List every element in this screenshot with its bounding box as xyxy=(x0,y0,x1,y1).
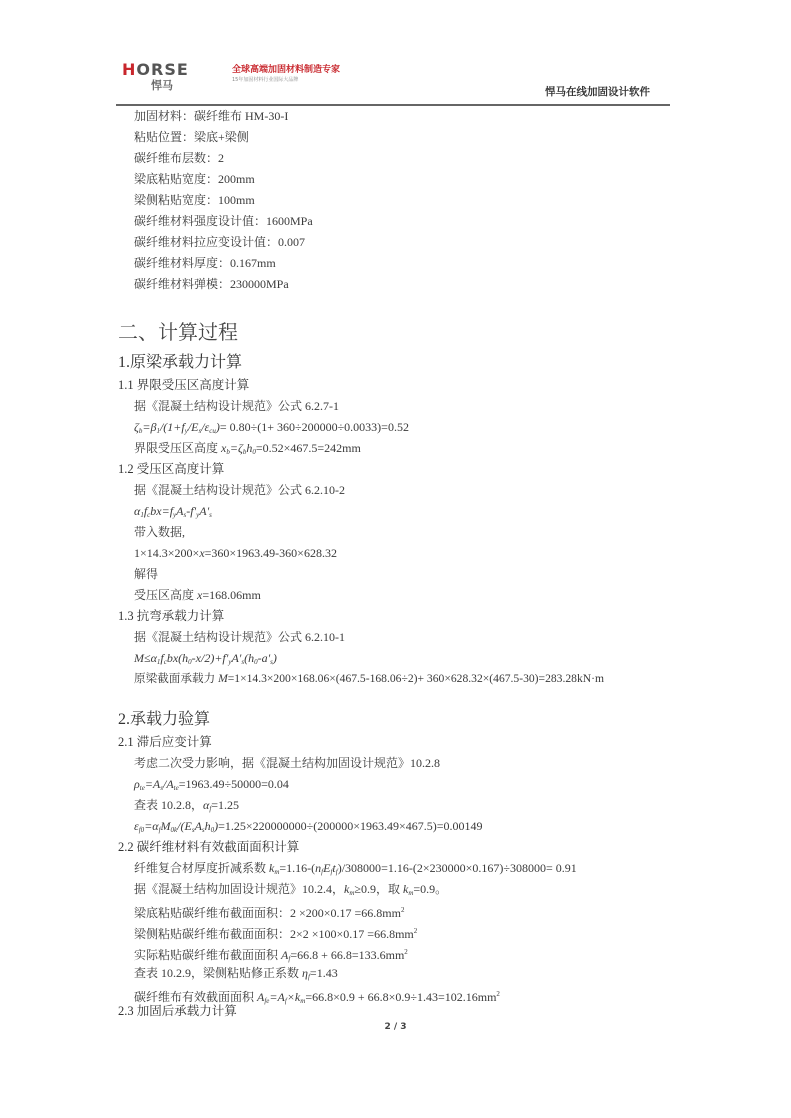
logo-wordmark: HORSE xyxy=(122,60,189,79)
material-item: 粘贴位置：梁底+梁侧 xyxy=(134,130,249,144)
result-line: 实际粘贴碳纤维布截面面积 $A_f=66.8 + 66.8=133.6mm^2$ xyxy=(134,948,408,963)
formula: $M\le\alpha_1f_cbx(h_0-x/2)+f'_yA'_s(h_0-a'_s)$ xyxy=(134,651,277,666)
brand-logo xyxy=(122,62,222,93)
code-reference: 据《混凝土结构设计规范》公式 6.2.10-1 xyxy=(134,630,345,644)
slogan-main: 全球高端加固材料制造专家 xyxy=(232,65,341,75)
text-line: 查表 10.2.9，梁侧粘贴修正系数 $\eta_f=1.43$ xyxy=(134,966,338,981)
result-line: 梁底粘贴碳纤维布截面面积：$2 \times 200\times 0.17 =66.8mm^2$ xyxy=(134,906,405,920)
text-line: 据《混凝土结构加固设计规范》10.2.4，$k_m\ge 0.9$，取 $k_m=0.9$。 xyxy=(134,882,448,897)
subsection-heading: 1.3 抗弯承载力计算 xyxy=(118,609,225,623)
material-item: 碳纤维布层数：2 xyxy=(134,151,225,165)
formula: $\alpha_1f_cbx=f_yA_s-f'_yA'_s$ xyxy=(134,504,212,519)
header-divider xyxy=(116,104,670,106)
material-item: 梁底粘贴宽度：200mm xyxy=(134,172,255,186)
page-header xyxy=(120,60,670,104)
result-line: 梁侧粘贴碳纤维布截面面积：$2\times 2 \times 100\times 0.17 =66.8mm^2$ xyxy=(134,927,418,941)
material-item: 碳纤维材料拉应变设计值：0.007 xyxy=(134,235,306,249)
section-heading: 二、计算过程 xyxy=(118,322,238,344)
result-line: 受压区高度 x=168.06mm xyxy=(134,588,261,602)
material-item: 碳纤维材料强度设计值：1600MPa xyxy=(134,214,313,228)
result-line: 原梁截面承载力 M=1×14.3×200×168.06×(467.5-168.06÷2)+ 360×628.32×(467.5-30)=283.28kN·m xyxy=(134,672,605,685)
part-heading: 2.承载力验算 xyxy=(118,711,211,728)
subsection-heading: 1.1 界限受压区高度计算 xyxy=(118,378,250,392)
slogan-sub: 15年加固材料行业国际大品牌 xyxy=(232,77,299,83)
material-item: 加固材料：碳纤维布 HM-30-I xyxy=(134,109,289,123)
formula: 1×14.3×200×x=360×1963.49-360×628.32 xyxy=(134,546,337,560)
text-line: 带入数据, xyxy=(134,525,186,539)
material-item: 碳纤维材料厚度：0.167mm xyxy=(134,256,276,270)
part-heading: 1.原梁承载力计算 xyxy=(118,354,243,371)
formula: $\zeta_b=\beta_1/(1+f_y/E_s/\varepsilon_{cu})= 0.80\div(1+ 360\div 200000\div 0.0033)=0.52$ xyxy=(134,420,409,435)
result-line: 界限受压区高度 $x_b=\zeta_bh_0=0.52\times 467.5=242mm$ xyxy=(134,441,361,456)
code-reference: 据《混凝土结构设计规范》公式 6.2.10-2 xyxy=(134,483,345,497)
brand-slogan xyxy=(232,65,340,84)
app-title: 悍马在线加固设计软件 xyxy=(545,86,650,98)
page-indicator: 2 / 3 xyxy=(384,1022,407,1032)
formula: $\rho_{te}=A_s/A_{te}=1963.49\div 50000=0.04$ xyxy=(134,777,289,792)
subsection-heading: 2.2 碳纤维材料有效截面面积计算 xyxy=(118,840,300,854)
logo-chinese-name: 悍马 xyxy=(151,79,173,92)
code-reference: 据《混凝土结构设计规范》公式 6.2.7-1 xyxy=(134,399,339,413)
text-line: 考虑二次受力影响，据《混凝土结构加固设计规范》10.2.8 xyxy=(134,756,441,770)
formula: 纤维复合材厚度折减系数 $k_m=1.16-(n_fE_ft_f)/308000=1.16-(2\times 230000\times 0.167)\div 308000= 0.91$ xyxy=(134,861,577,876)
result-line: 碳纤维布有效截面面积 $A_{fe}=A_f\times k_m=66.8\times 0.9 + 66.8\times 0.9\div 1.43=102.16mm^2$ xyxy=(134,990,500,1005)
subsection-heading: 2.3 加固后承载力计算 xyxy=(118,1004,237,1018)
formula: 查表 10.2.8，$\alpha_f=1.25$ xyxy=(134,798,240,813)
material-item: 梁侧粘贴宽度：100mm xyxy=(134,193,255,207)
material-item: 碳纤维材料弹模：230000MPa xyxy=(134,277,289,291)
subsection-heading: 2.1 滞后应变计算 xyxy=(118,735,212,749)
text-line: 解得 xyxy=(134,567,159,581)
formula: $\varepsilon_{f0}=\alpha_fM_{0k}/(E_sA_sh_0)=1.25\times 220000000\div(200000\times 1963.49\times 467.5)=0.00149$ xyxy=(134,819,483,834)
subsection-heading: 1.2 受压区高度计算 xyxy=(118,462,225,476)
